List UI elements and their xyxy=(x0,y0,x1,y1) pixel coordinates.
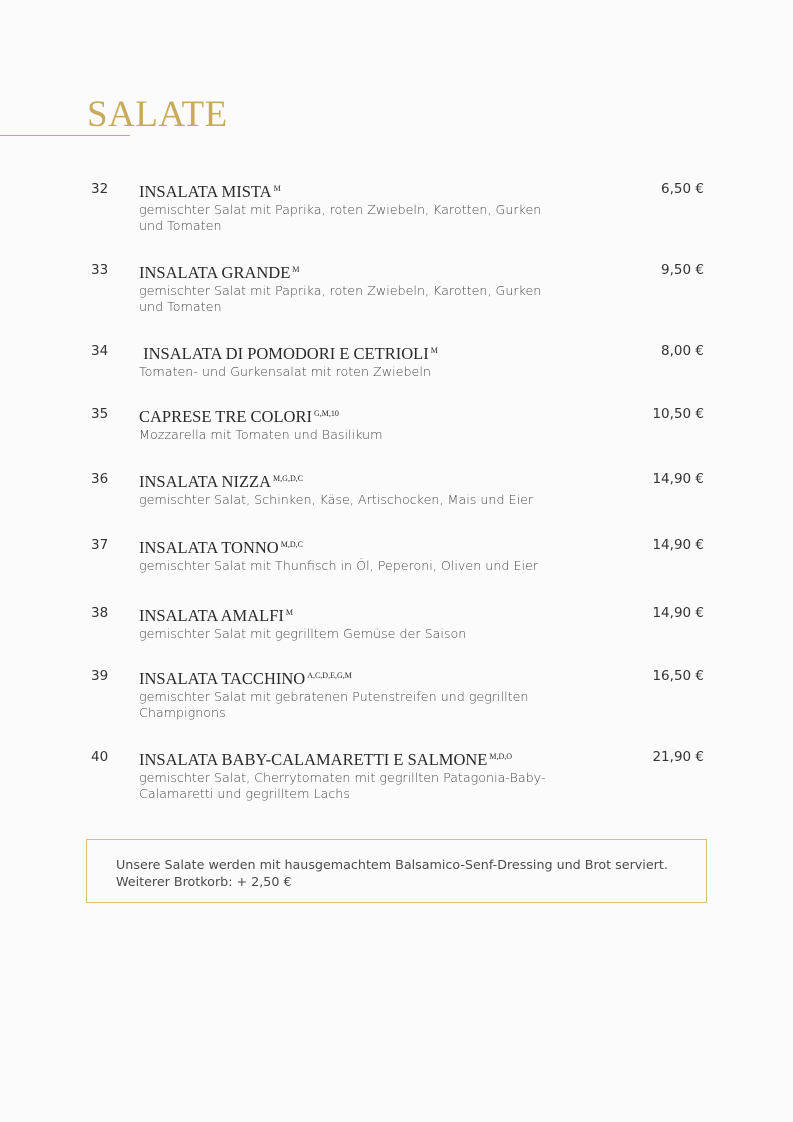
item-allergens: M,D,O xyxy=(489,752,513,761)
item-number: 33 xyxy=(91,262,109,278)
item-name-text: INSALATA TACCHINO xyxy=(139,669,306,688)
item-name xyxy=(139,536,303,557)
item-number: 34 xyxy=(91,343,109,359)
item-name-text: INSALATA BABY-CALAMARETTI E SALMONE xyxy=(139,750,488,769)
item-name xyxy=(139,748,512,769)
bread-basket-note: Weiterer Brotkorb: + 2,50 € xyxy=(116,874,292,889)
item-number: 35 xyxy=(91,406,109,422)
item-name xyxy=(139,604,293,625)
item-number: 36 xyxy=(91,471,109,487)
page-title: SALATE xyxy=(87,94,228,135)
item-allergens: M,G,D,C xyxy=(273,474,304,483)
title-divider xyxy=(0,135,130,136)
item-number: 38 xyxy=(91,605,109,621)
item-number: 32 xyxy=(91,181,109,197)
item-price: 10,50 € xyxy=(652,406,704,422)
item-number: 40 xyxy=(91,749,109,765)
item-allergens: M xyxy=(273,184,281,193)
item-number: 39 xyxy=(91,668,109,684)
item-allergens: M xyxy=(430,346,438,355)
item-name-text: INSALATA TONNO xyxy=(139,538,279,557)
dressing-note: Unsere Salate werden mit hausgemachtem Balsamico-Senf-Dressing und Brot serviert. xyxy=(116,857,668,872)
item-description: gemischter Salat, Schinken, Käse, Artischocken, Mais und Eier xyxy=(139,492,534,507)
item-price: 14,90 € xyxy=(652,605,704,621)
item-name xyxy=(139,342,438,363)
item-name-text: INSALATA AMALFI xyxy=(139,606,284,625)
item-number: 37 xyxy=(91,537,109,553)
item-price: 21,90 € xyxy=(652,749,704,765)
item-allergens: M,D,C xyxy=(280,540,303,549)
item-price: 9,50 € xyxy=(661,262,704,278)
item-price: 14,90 € xyxy=(652,537,704,553)
item-price: 8,00 € xyxy=(661,343,704,359)
item-price: 16,50 € xyxy=(652,668,704,684)
item-allergens: A,C,D,E,G,M xyxy=(307,671,352,680)
item-description: gemischter Salat mit Paprika, roten Zwiebeln, Karotten, Gurken und Tomaten xyxy=(139,202,542,233)
item-name xyxy=(139,261,299,282)
item-name-text: INSALATA DI POMODORI E CETRIOLI xyxy=(139,344,429,363)
item-allergens: M xyxy=(285,608,294,617)
item-name xyxy=(139,470,303,491)
item-name xyxy=(139,667,352,688)
item-price: 14,90 € xyxy=(652,471,704,487)
item-description: gemischter Salat mit gegrilltem Gemüse der Saison xyxy=(139,626,467,641)
item-name-text: INSALATA NIZZA xyxy=(139,472,272,491)
item-description: gemischter Salat mit gebratenen Putenstreifen und gegrillten Champignons xyxy=(139,689,529,720)
item-description: gemischter Salat mit Paprika, roten Zwiebeln, Karotten, Gurken und Tomaten xyxy=(139,283,542,314)
item-description: Tomaten- und Gurkensalat mit roten Zwiebeln xyxy=(139,364,431,379)
item-price: 6,50 € xyxy=(661,181,704,197)
item-name-text: INSALATA MISTA xyxy=(139,182,272,201)
item-description: gemischter Salat mit Thunfisch in Öl, Peperoni, Oliven und Eier xyxy=(139,558,539,573)
item-allergens: M xyxy=(292,265,300,274)
item-allergens: G,M,10 xyxy=(313,409,339,418)
item-name xyxy=(139,180,281,201)
dressing-note-box xyxy=(86,839,707,903)
item-name-text: CAPRESE TRE COLORI xyxy=(139,407,312,426)
item-description: Mozzarella mit Tomaten und Basilikum xyxy=(139,427,383,442)
item-name xyxy=(139,405,339,426)
item-name-text: INSALATA GRANDE xyxy=(139,263,291,282)
item-description: gemischter Salat, Cherrytomaten mit gegrillten Patagonia-Baby-Calamaretti und gegrilltem Lachs xyxy=(139,770,546,801)
